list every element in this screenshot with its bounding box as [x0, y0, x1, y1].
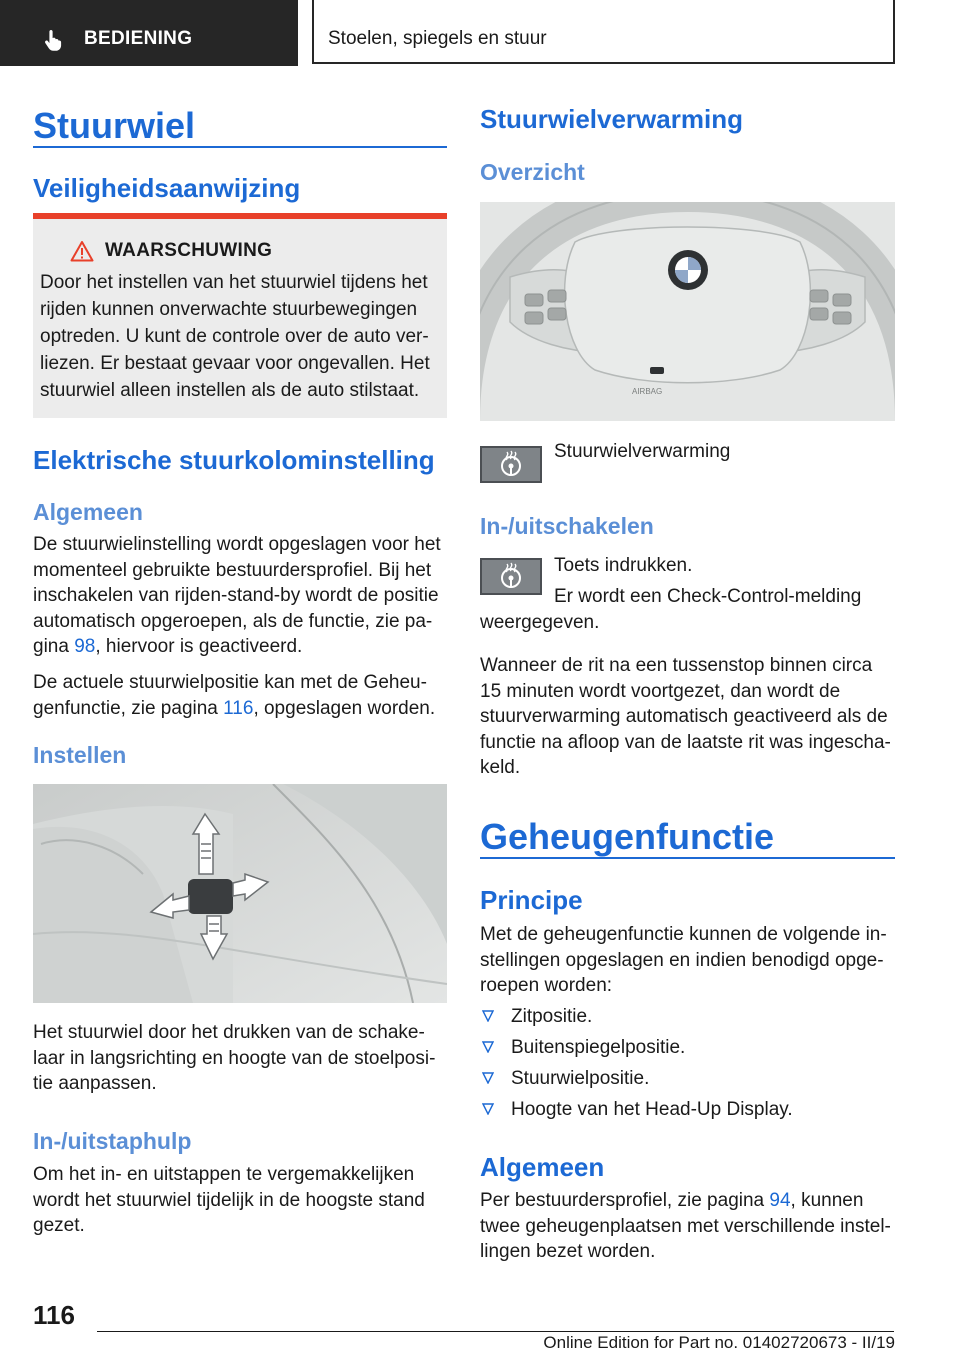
page-link-94[interactable]: 94 [769, 1190, 791, 1211]
general-paragraph-1: De stuurwielinstelling wordt opgeslagen voor het momenteel gebruikte bestuurdersprofiel. Bij het inschakelen van rijden-stand-by wordt de positie automatisch opgeroepen, als de functie, zie pa-gina 98, hiervoor is geactiveerd. [33, 534, 441, 657]
airbag-label: AIRBAG [632, 387, 663, 396]
heading-onoff: In-/uitschakelen [480, 513, 654, 539]
heading-general-right: Algemeen [480, 1152, 605, 1182]
section-tab [0, 0, 298, 66]
page-number: 116 [33, 1300, 75, 1330]
edition-info: Online Edition for Part no. 01402720673 - II/19 [543, 1333, 895, 1352]
chapter-title: Stoelen, spiegels en stuur [328, 28, 547, 49]
triangle-bullet-icon [482, 1041, 494, 1053]
entry-text: Om het in- en uitstappen te vergemakkelijken wordt het stuurwiel tijdelijk in de hoogste stand gezet. [33, 1164, 425, 1236]
onoff-step: Toets indrukken. [554, 555, 693, 576]
general-paragraph-2: De actuele stuurwielpositie kan met de Geheu-genfunctie, zie pagina 116, opgeslagen worden. [33, 672, 436, 719]
triangle-bullet-icon [482, 1103, 494, 1115]
triangle-bullet-icon [482, 1072, 494, 1084]
onoff-note: Wanneer de rit na een tussenstop binnen circa 15 minuten wordt voortgezet, dan wordt de stuurverwarming automatisch geactiveerd als de functie na afloop van de laatste rit was ingescha-keld. [480, 655, 891, 778]
footer-rule [97, 1331, 894, 1332]
list-item: Zitpositie. [482, 1001, 892, 1032]
heading-safety: Veiligheidsaanwijzing [33, 173, 301, 203]
steering-heat-icon-box [480, 446, 542, 483]
heading-entry-aid: In-/uitstaphulp [33, 1128, 192, 1154]
warning-triangle-icon [70, 240, 94, 262]
chapter-tab [312, 0, 895, 64]
list-item: Hoogte van het Head-Up Display. [482, 1094, 892, 1125]
warning-bar [33, 213, 447, 219]
memory-list [482, 1001, 892, 1125]
general-right-text: Per bestuurdersprofiel, zie pagina 94, kunnen twee geheugenplaatsen met verschillende instel-lingen bezet worden. [480, 1190, 891, 1262]
heading-general-left: Algemeen [33, 499, 143, 525]
steering-heating-icon [482, 448, 540, 481]
page-link-116[interactable]: 116 [223, 697, 254, 719]
heading-principle: Principe [480, 885, 583, 915]
heat-icon-caption: Stuurwielverwarming [554, 441, 731, 462]
column-switch-image [33, 784, 447, 1003]
triangle-bullet-icon [482, 1010, 494, 1022]
title-stuurwiel: Stuurwiel [33, 105, 196, 146]
steering-wheel-image [480, 202, 895, 421]
title-memory-function: Geheugenfunctie [480, 816, 775, 857]
heading-electric-column: Elektrische stuurkolominstelling [33, 445, 435, 475]
list-item: Buitenspiegelpositie. [482, 1032, 892, 1063]
warning-box [33, 213, 447, 418]
heading-steering-heating: Stuurwielverwarming [480, 104, 743, 134]
hand-pointer-icon [42, 28, 66, 52]
list-item: Stuurwielpositie. [482, 1063, 892, 1094]
heading-overview: Overzicht [480, 159, 585, 185]
title-rule [33, 146, 447, 148]
page-link-98[interactable]: 98 [74, 636, 96, 657]
warning-text: Door het instellen van het stuurwiel tijdens het rijden kunnen onverwachte stuurbewegingen optreden. U kunt de controle over de auto ver-liezen. Er bestaat gevaar voor ongevallen. Het stuurwiel alleen instellen als de auto stilstaat. [40, 272, 430, 401]
warning-title: WAARSCHUWING [105, 240, 273, 261]
adjust-text: Het stuurwiel door het drukken van de schake-laar in langsrichting en hoogte van de stoelposi-tie aanpassen. [33, 1022, 436, 1094]
principle-text: Met de geheugenfunctie kunnen de volgende in-stellingen opgeslagen en indien benodigd opge-roepen worden: [480, 924, 887, 996]
section-label: BEDIENING [84, 28, 193, 49]
onoff-result: Er wordt een Check-Control-melding weergegeven. [480, 586, 862, 633]
memory-rule [480, 857, 895, 859]
heading-adjust: Instellen [33, 742, 127, 768]
